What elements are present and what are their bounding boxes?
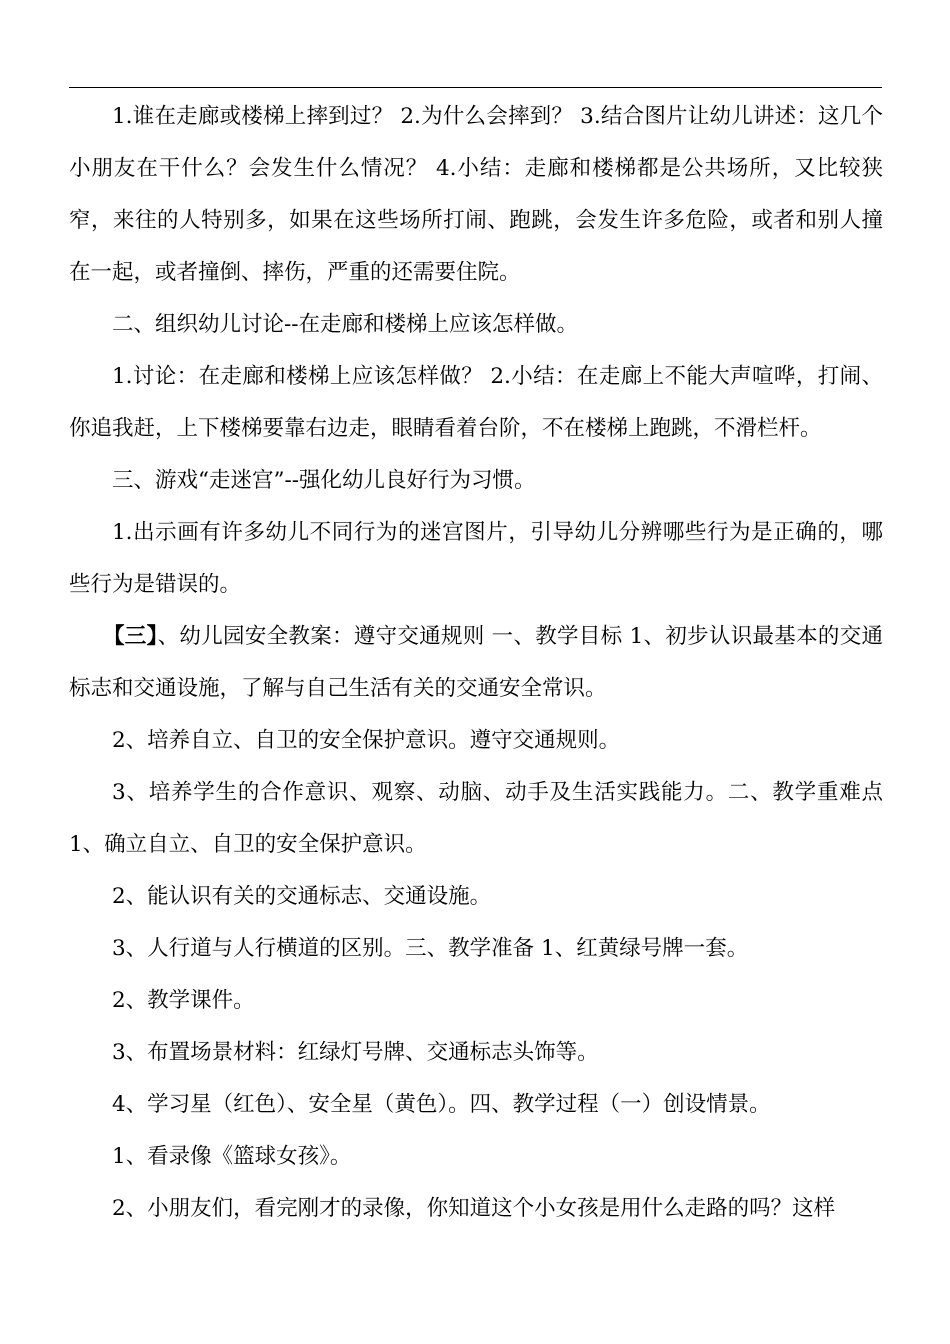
paragraph-9: 2、能认识有关的交通标志、交通设施。 xyxy=(112,884,492,909)
paragraph-1: 1.谁在走廊或楼梯上摔到过？ 2.为什么会摔到？ 3.结合图片让幼儿讲述：这几个小朋友在干什么？会发生什么情况？ 4.小结：走廊和楼梯都是公共场所，又比较狭窄，来往的人特别多，如果在这些场所打闹、跑跳，会发生许多危险，或者和别人撞在一起，或者撞倒、摔伤，严重的还需要住院。 xyxy=(69,104,883,285)
paragraph-7: 2、培养自立、自卫的安全保护意识。遵守交通规则。 xyxy=(112,728,621,753)
paragraph-6 xyxy=(69,611,883,715)
paragraph-5: 1.出示画有许多幼儿不同行为的迷宫图片，引导幼儿分辨哪些行为是正确的，哪些行为是错误的。 xyxy=(69,520,883,597)
paragraph-14: 1、看录像《篮球女孩》。 xyxy=(112,1144,352,1169)
paragraph-3: 1.讨论：在走廊和楼梯上应该怎样做？ 2.小结：在走廊上不能大声喧哗，打闹、你追我赶，上下楼梯要靠右边走，眼睛看着台阶，不在楼梯上跑跳，不滑栏杆。 xyxy=(69,364,883,441)
section-bracket-label: 【三】 xyxy=(103,624,158,649)
paragraph-8: 3、培养学生的合作意识、观察、动脑、动手及生活实践能力。二、教学重难点 1、确立自立、自卫的安全保护意识。 xyxy=(69,780,883,857)
paragraph-2: 二、组织幼儿讨论--在走廊和楼梯上应该怎样做。 xyxy=(112,312,579,337)
header-rule xyxy=(69,87,882,88)
paragraph-15: 2、小朋友们，看完刚才的录像，你知道这个小女孩是用什么走路的吗？这样 xyxy=(112,1196,836,1221)
paragraph-11: 2、教学课件。 xyxy=(112,988,255,1013)
paragraph-12: 3、布置场景材料：红绿灯号牌、交通标志头饰等。 xyxy=(112,1040,599,1065)
paragraph-4: 三、游戏“走迷宫”--强化幼儿良好行为习惯。 xyxy=(112,468,536,493)
paragraph-10: 3、人行道与人行横道的区别。三、教学准备 1、红黄绿号牌一套。 xyxy=(112,936,749,961)
document-body xyxy=(69,91,883,1235)
paragraph-13: 4、学习星（红色）、安全星（黄色）。四、教学过程（一）创设情景。 xyxy=(112,1092,771,1117)
paragraph-6-text: 、幼儿园安全教案：遵守交通规则 一、教学目标 1、初步认识最基本的交通标志和交通设施，了解与自己生活有关的交通安全常识。 xyxy=(69,624,883,701)
